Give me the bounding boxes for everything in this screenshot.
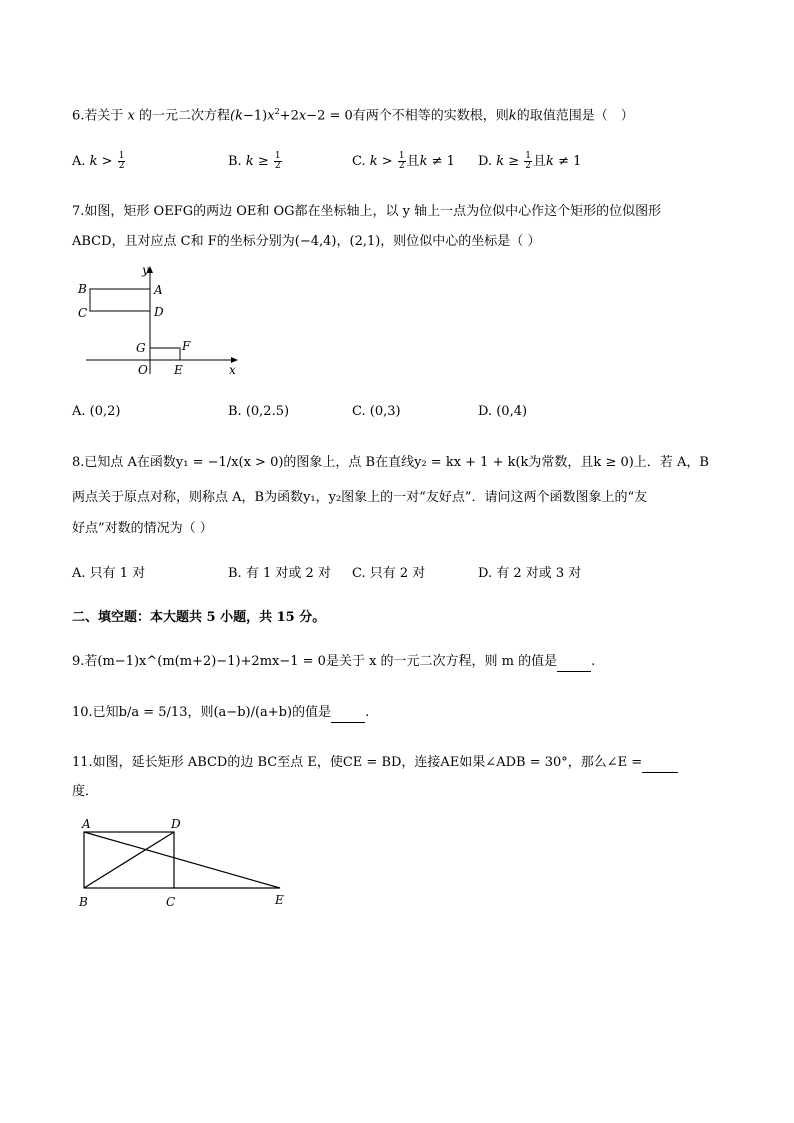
- question-7-line-2: ABCD，且对应点 C和 F的坐标分别为(−4,4)，(2,1)，则位似中心的坐标是（ ）: [72, 234, 541, 249]
- question-10: [72, 703, 369, 723]
- segment-ae: [84, 832, 280, 888]
- q9-end: .: [591, 654, 596, 669]
- label-a: A: [82, 817, 91, 831]
- q8-option-c[interactable]: C. 只有 2 对: [352, 566, 426, 581]
- label-d: D: [154, 305, 164, 319]
- question-8-line-1: 8.已知点 A在函数y₁ = −1/x(x > 0)的图象上，点 B在直线y₂ = kx + 1 + k(k为常数，且k ≥ 0)上．若 A，B: [72, 455, 709, 470]
- question-11-line-1: [72, 753, 678, 773]
- q10-answer-blank[interactable]: [331, 708, 365, 723]
- question-11-line-2: 度．: [72, 784, 99, 799]
- q7-option-c[interactable]: C. (0,3): [352, 404, 401, 419]
- question-8-line-3: 好点”对数的情况为（ ）: [72, 521, 213, 536]
- label-c: C: [78, 306, 88, 320]
- q7-option-a[interactable]: A. (0,2): [72, 404, 121, 419]
- q11-text: 11.如图，延长矩形 ABCD的边 BC至点 E，使CE = BD，连接AE如果∠ADB = 30°，那么∠E =: [72, 755, 643, 770]
- q7-option-b[interactable]: B. (0,2.5): [228, 404, 290, 419]
- q10-text: 10.已知b/a = 5/13，则(a−b)/(a+b)的值是: [72, 705, 332, 720]
- question-9: [72, 652, 595, 672]
- label-a: A: [154, 283, 163, 297]
- label-b: B: [79, 895, 88, 909]
- q6-option-c[interactable]: C. k > $\frac{1}{2}$ 且k ≠ 1: [352, 151, 455, 171]
- label-c: C: [166, 895, 176, 909]
- q11-rectangle-figure: [72, 814, 296, 912]
- q7-coordinate-figure: [72, 262, 252, 382]
- label-e: E: [275, 893, 284, 907]
- q8-option-a[interactable]: A. 只有 1 对: [72, 566, 146, 581]
- q9-text: 9.若(m−1)x^(m(m+2)−1)+2mx−1 = 0是关于 x 的一元二次方程，则 m 的值是: [72, 654, 558, 669]
- label-b: B: [78, 282, 87, 296]
- q6-option-d[interactable]: D. k ≥ $\frac{1}{2}$ 且k ≠ 1: [478, 151, 582, 171]
- diagonal-bd: [84, 832, 174, 888]
- label-e: E: [174, 363, 183, 377]
- q10-end: .: [365, 705, 370, 720]
- question-8-line-2: 两点关于原点对称，则称点 A，B为函数y₁，y₂图象上的一对“友好点”．请问这两个函数图象上的“友: [72, 490, 648, 505]
- question-7-line-1: 7.如图，矩形 OEFG的两边 OE和 OG都在坐标轴上，以 y 轴上一点为位似中心作这个矩形的位似图形: [72, 204, 662, 219]
- q6-option-a[interactable]: A. k > $\frac{1}{2}$: [72, 151, 125, 171]
- label-y: y: [142, 263, 149, 277]
- q7-option-d[interactable]: D. (0,4): [478, 404, 528, 419]
- rectangle-abcd: [90, 289, 150, 311]
- label-f: F: [182, 339, 191, 353]
- q9-answer-blank[interactable]: [557, 657, 591, 672]
- question-6-stem: 6.若关于 x 的一元二次方程$(k-1)x^2+2x-2 = 0$有两个不相等的实数根，则k的取值范围是（ ）: [72, 107, 634, 124]
- label-g: G: [136, 341, 146, 355]
- q8-option-b[interactable]: B. 有 1 对或 2 对: [228, 566, 331, 581]
- label-o: O: [138, 363, 148, 377]
- q11-answer-blank[interactable]: [642, 758, 678, 773]
- q8-option-d[interactable]: D. 有 2 对或 3 对: [478, 566, 582, 581]
- section-2-title: 二、填空题：本大题共 5 小题，共 15 分。: [72, 610, 326, 625]
- label-d: D: [171, 817, 181, 831]
- q6-option-b[interactable]: B. k ≥ $\frac{1}{2}$: [228, 151, 281, 171]
- rectangle-oefg: [150, 348, 180, 360]
- label-x: x: [229, 363, 236, 377]
